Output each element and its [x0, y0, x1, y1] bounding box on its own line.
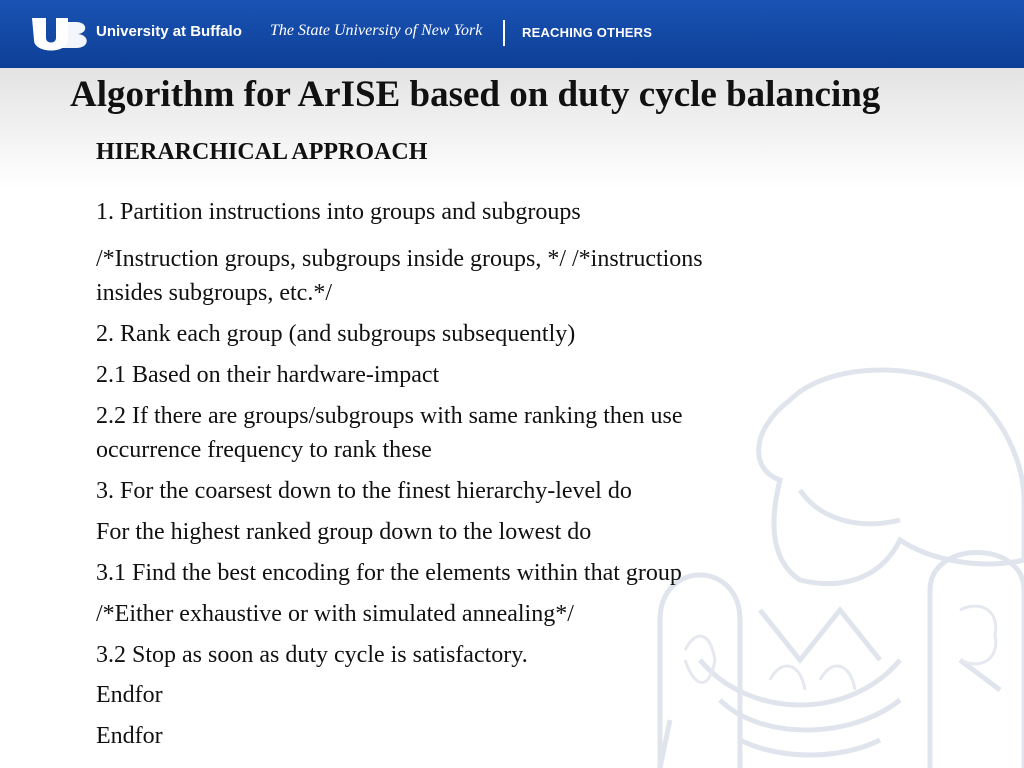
university-subtitle: The State University of New York	[270, 22, 483, 39]
body-line: 3. For the coarsest down to the finest hierarchy-level do	[96, 478, 632, 504]
body-line: For the highest ranked group down to the lowest do	[96, 519, 592, 545]
ub-logo-icon[interactable]	[30, 16, 90, 52]
body-line: 2. Rank each group (and subgroups subsequently)	[96, 321, 576, 347]
banner-divider	[503, 20, 505, 46]
body-line: 3.2 Stop as soon as duty cycle is satisfactory.	[96, 642, 528, 668]
body-line: 1. Partition instructions into groups and subgroups	[96, 199, 581, 225]
slide-title: Algorithm for ArISE based on duty cycle balancing	[70, 74, 881, 115]
body-line: 2.1 Based on their hardware-impact	[96, 362, 440, 388]
university-banner	[0, 0, 1024, 68]
body-line: Endfor	[96, 723, 163, 749]
tagline: REACHING OTHERS	[522, 25, 653, 40]
body-line: 2.2 If there are groups/subgroups with same ranking then use	[96, 403, 683, 429]
body-line: /*Either exhaustive or with simulated annealing*/	[96, 601, 574, 627]
section-heading: HIERARCHICAL APPROACH	[96, 139, 428, 165]
body-line: /*Instruction groups, subgroups inside groups, */ /*instructions	[96, 246, 703, 272]
body-line: Endfor	[96, 682, 163, 708]
body-line: occurrence frequency to rank these	[96, 437, 432, 463]
brand-name[interactable]: University at Buffalo	[96, 23, 242, 40]
body-line: insides subgroups, etc.*/	[96, 280, 332, 306]
body-line: 3.1 Find the best encoding for the elements within that group	[96, 560, 682, 586]
